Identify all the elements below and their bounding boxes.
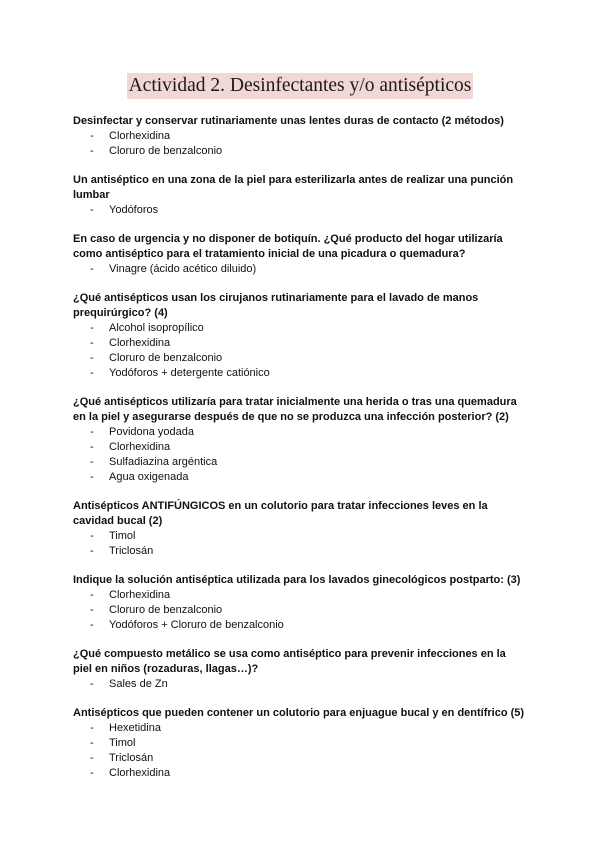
answer-item: - Timol: [73, 736, 525, 751]
page-title: Actividad 2. Desinfectantes y/o antisépticos: [127, 73, 474, 99]
answer-list: [73, 677, 525, 692]
answer-item: - Timol: [73, 529, 525, 544]
question-text: En caso de urgencia y no disponer de botiquín. ¿Qué producto del hogar utilizaría como antiséptico para el tratamiento inicial de una picadura o quemadura?: [73, 233, 503, 260]
answer-list: [73, 262, 525, 277]
question-text: Un antiséptico en una zona de la piel para esterilizarla antes de realizar una punción lumbar: [73, 174, 514, 201]
question-section: [73, 291, 525, 381]
answer-item: - Alcohol isopropílico: [73, 321, 525, 336]
answer-item: - Clorhexidina: [73, 440, 525, 455]
title-container: [0, 73, 600, 99]
question-section: [73, 573, 525, 633]
answer-item: - Sulfadiazina argéntica: [73, 455, 525, 470]
answer-item: - Povidona yodada: [73, 425, 525, 440]
question-section: [73, 647, 525, 692]
answer-item: - Cloruro de benzalconio: [73, 144, 525, 159]
answer-list: [73, 203, 525, 218]
answer-list: [73, 529, 525, 559]
answer-item: - Cloruro de benzalconio: [73, 351, 525, 366]
question-text: Antisépticos que pueden contener un colutorio para enjuague bucal y en dentífrico (5): [73, 707, 525, 719]
question-text: ¿Qué antisépticos usan los cirujanos rutinariamente para el lavado de manos prequirúrgico? (4): [73, 292, 479, 319]
answer-item: - Agua oxigenada: [73, 470, 525, 485]
answer-item: - Clorhexidina: [73, 766, 525, 781]
answer-item: - Vinagre (ácido acético diluido): [73, 262, 525, 277]
question-text: ¿Qué compuesto metálico se usa como antiséptico para prevenir infecciones en la piel en niños (rozaduras, llagas…)?: [73, 648, 506, 675]
answer-list: [73, 129, 525, 159]
question-section: [73, 114, 525, 159]
question-section: [73, 395, 525, 485]
answer-item: - Hexetidina: [73, 721, 525, 736]
answer-item: - Cloruro de benzalconio: [73, 603, 525, 618]
answer-item: - Clorhexidina: [73, 588, 525, 603]
question-text: ¿Qué antisépticos utilizaría para tratar inicialmente una herida o tras una quemadura en la piel y asegurarse después de que no se produzca una infección posterior? (2): [73, 396, 517, 423]
answer-item: - Yodóforos + detergente catiónico: [73, 366, 525, 381]
answer-item: - Clorhexidina: [73, 336, 525, 351]
answer-item: - Triclosán: [73, 544, 525, 559]
answer-item: - Clorhexidina: [73, 129, 525, 144]
answer-list: [73, 425, 525, 485]
answer-item: - Yodóforos + Cloruro de benzalconio: [73, 618, 525, 633]
document-body: [73, 114, 525, 795]
question-text: Desinfectar y conservar rutinariamente unas lentes duras de contacto (2 métodos): [73, 115, 504, 127]
answer-list: [73, 321, 525, 381]
question-section: [73, 232, 525, 277]
question-section: [73, 499, 525, 559]
question-section: [73, 706, 525, 781]
question-text: Indique la solución antiséptica utilizada para los lavados ginecológicos postparto: (3): [73, 574, 521, 586]
answer-item: - Triclosán: [73, 751, 525, 766]
answer-list: [73, 721, 525, 781]
answer-item: - Yodóforos: [73, 203, 525, 218]
answer-item: - Sales de Zn: [73, 677, 525, 692]
question-text: Antisépticos ANTIFÚNGICOS en un colutorio para tratar infecciones leves en la cavidad bucal (2): [73, 500, 488, 527]
question-section: [73, 173, 525, 218]
answer-list: [73, 588, 525, 633]
